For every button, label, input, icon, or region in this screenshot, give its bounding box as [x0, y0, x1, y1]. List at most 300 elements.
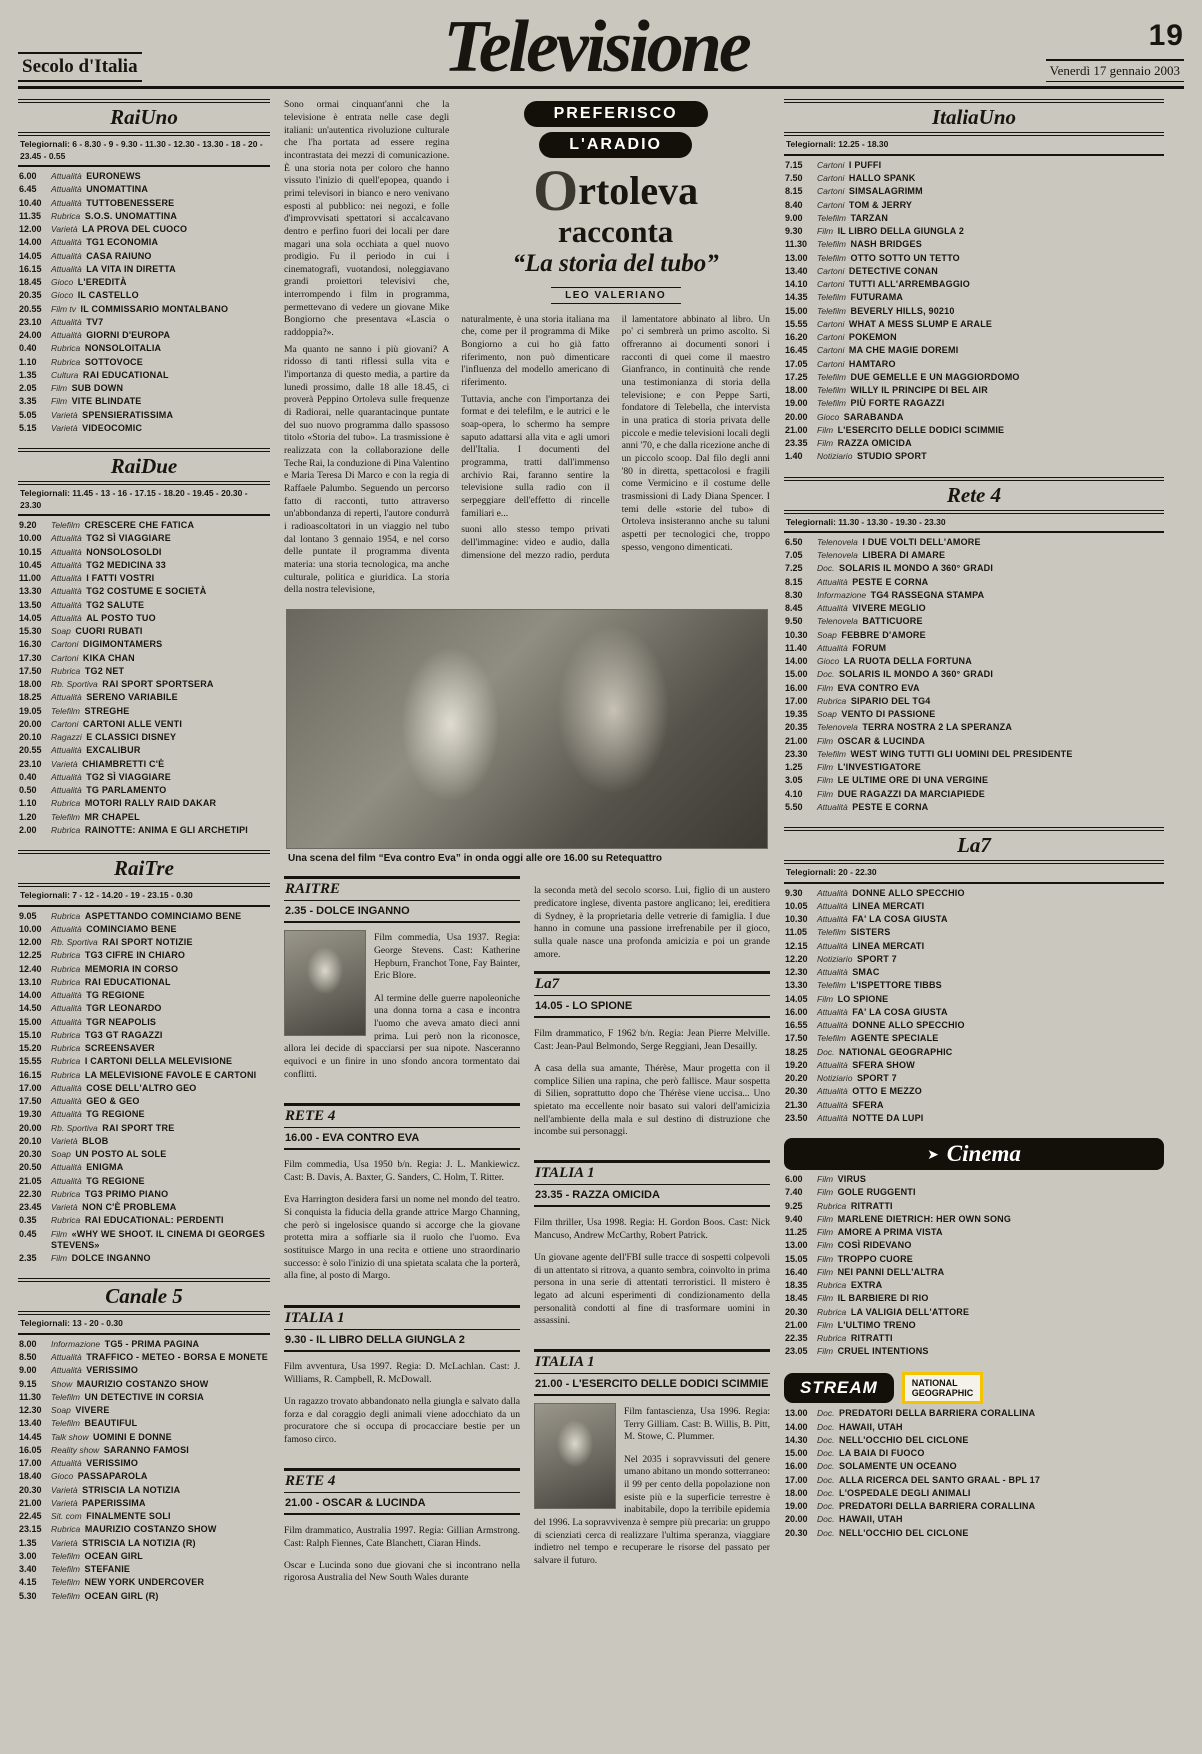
listing-genre: Telefilm [51, 520, 80, 531]
listing-genre: Telefilm [817, 371, 846, 382]
listing-genre: Varietà [51, 1135, 78, 1146]
listing-row [785, 1501, 1163, 1512]
listing-entry [51, 547, 162, 558]
listing-time: 12.40 [19, 963, 42, 974]
listing-title: ASPETTANDO COMINCIAMO BENE [84, 910, 242, 921]
listing-entry [817, 888, 965, 899]
review-channel: La7 [534, 971, 770, 996]
listing-entry [817, 266, 938, 277]
listing-row [19, 396, 269, 407]
listing-row [19, 950, 269, 961]
listing-title: ALLA RICERCA DEL SANTO GRAAL - BPL 17 [839, 1474, 1041, 1485]
listing-row [19, 1070, 269, 1081]
listing-row [19, 1524, 269, 1535]
listing-row [785, 980, 1163, 991]
listing-title: NELL'OCCHIO DEL CICLONE [839, 1434, 969, 1445]
listing-genre: Reality show [51, 1444, 100, 1455]
listing-genre: Doc. [817, 1501, 835, 1512]
listing-row [19, 1591, 269, 1602]
listing-entry [51, 304, 228, 315]
listing-time: 10.05 [785, 900, 808, 911]
listing-genre: Attualità [817, 642, 848, 653]
listing-entry [51, 937, 193, 948]
listing-title: VIDEOCOMIC [82, 422, 143, 433]
listing-row [19, 964, 269, 975]
listing-time: 1.40 [785, 451, 803, 462]
listing-title: HAWAII, UTAH [839, 1421, 903, 1432]
article-paragraph: Sono ormai cinquant'anni che la televisione è entrata nelle case degli italiani: un'autentica rivoluzione culturale che l'ha portata ad essere regina incontrastata dei mezzi di comunicazione. È una storia nota per coloro che hanno vissuto l'inizio di quell'epopea, quando i primi televisori in bianco e nero venivano esposti al pubblico: nei negozi, e folle d'improvvisati spettatori si accalcavano dentro e perfino fuori dei locali per dare magari una sola occhiata a quel nuovo prodigio. Fu il periodo in cui i cinematografi, vuotandosi, noleggiavano grandi proiettori televisivi che, interrompendo i film in programma, permettevano di vedere un giovane Mike Bongiorno che presentava «Lascia o raddoppia?». [284, 99, 450, 339]
listing-entry [51, 520, 194, 531]
listing-time: 11.30 [19, 1391, 42, 1402]
listing-time: 23.35 [785, 438, 808, 449]
listing-entry [817, 1174, 866, 1185]
listing-title: TUTTI ALL'ARREMBAGGIO [848, 279, 970, 290]
listing-row [19, 1392, 269, 1403]
review-credits: Film drammatico, F 1962 b/n. Regia: Jean Pierre Melville. Cast: Jean-Paul Belmondo, Serge Reggiani, Jean Desailly. [534, 1028, 770, 1052]
listing-row [785, 630, 1163, 641]
listing-entry [817, 213, 888, 224]
listing-row [785, 253, 1163, 264]
listing-time: 9.00 [19, 1365, 37, 1376]
listing-genre: Cartoni [817, 265, 845, 276]
listing-genre: Doc. [817, 1434, 835, 1445]
listing-genre: Telenovela [817, 536, 858, 547]
listing-time: 17.00 [19, 1458, 42, 1469]
listing-time: 12.20 [785, 953, 808, 964]
review-photo [284, 930, 366, 1036]
listing-genre: Doc. [817, 1474, 835, 1485]
listing-time: 20.30 [785, 1086, 808, 1097]
listing-genre: Attualità [51, 612, 82, 623]
listing-entry [817, 1100, 884, 1111]
listing-genre: Rubrica [51, 824, 81, 835]
film-review [284, 1103, 520, 1293]
article-columns-2-3 [461, 314, 770, 562]
listing-entry [51, 1392, 204, 1403]
listing-time: 12.30 [785, 967, 808, 978]
listing-genre: Informazione [817, 589, 867, 600]
listing-genre: Soap [51, 1405, 71, 1416]
listing-row [19, 330, 269, 341]
kicker-bottom: L'ARADIO [539, 132, 692, 158]
listing-row [19, 977, 269, 988]
listing-time: 21.00 [19, 1497, 42, 1508]
listing-row [785, 319, 1163, 330]
listing-title: TARZAN [850, 212, 889, 223]
headline-line-1 [461, 158, 770, 224]
listing-entry [51, 1253, 151, 1264]
listing-row [19, 1003, 269, 1014]
listing-genre: Notiziario [817, 953, 853, 964]
listing-row [19, 1551, 269, 1562]
listing-time: 11.30 [785, 239, 808, 250]
listing-row [19, 1418, 269, 1429]
listing-row [19, 370, 269, 381]
cinema-section [784, 1138, 1164, 1358]
listing-genre: Attualità [817, 1059, 848, 1070]
listing-entry [51, 560, 166, 571]
listing-title: OTTO E MEZZO [852, 1086, 922, 1097]
listing-genre: Rubrica [51, 343, 81, 354]
listing-time: 14.00 [785, 1421, 808, 1432]
listing-row [785, 901, 1163, 912]
listing-row [19, 1215, 269, 1226]
listing-title: LINEA MERCATI [852, 900, 925, 911]
listing-genre: Rubrica [51, 356, 81, 367]
listing-genre: Rubrica [817, 1333, 847, 1344]
listing-entry [817, 359, 896, 370]
listing-entry [51, 1229, 269, 1252]
channel-logo: RaiUno [18, 99, 270, 136]
listing-time: 20.10 [19, 732, 42, 743]
film-review [284, 876, 520, 1091]
listing-time: 5.05 [19, 409, 37, 420]
listing-title: NELL'OCCHIO DEL CICLONE [839, 1527, 969, 1538]
listing-title: UOMINI E DONNE [93, 1431, 172, 1442]
listing-row [785, 372, 1163, 383]
listing-title: VERISSIMO [86, 1458, 139, 1469]
review-channel: ITALIA 1 [284, 1305, 520, 1330]
listing-row [19, 1445, 269, 1456]
listing-time: 0.35 [19, 1215, 37, 1226]
headline-rest: rtoleva [578, 168, 699, 214]
listing-genre: Cartoni [817, 318, 845, 329]
listing-genre: Doc. [817, 1487, 835, 1498]
listing-genre: Attualità [51, 237, 82, 248]
listing-row [19, 1202, 269, 1213]
listing-title: SERENO VARIABILE [86, 692, 178, 703]
listing-genre: Attualità [817, 1020, 848, 1031]
listing-time: 16.15 [19, 1069, 42, 1080]
listing-entry [51, 977, 171, 988]
film-review [284, 1468, 520, 1594]
listing-genre: Cartoni [817, 358, 845, 369]
listing-entry [817, 802, 928, 813]
listing-genre: Show [51, 1378, 73, 1389]
listing-genre: Cartoni [817, 173, 845, 184]
listing-genre: Rubrica [51, 976, 81, 987]
listing-row [785, 590, 1163, 601]
listing-time: 14.05 [785, 993, 808, 1004]
listing-time: 20.30 [785, 1306, 808, 1317]
listing-title: TG REGIONE [86, 990, 145, 1001]
listing-entry [817, 709, 935, 720]
listing-genre: Film tv [51, 303, 77, 314]
listing-time: 17.50 [785, 1033, 808, 1044]
listing-title: I DUE VOLTI DELL'AMORE [862, 536, 981, 547]
listing-title: GOLE RUGGENTI [837, 1187, 916, 1198]
listing-title: PASSAPAROLA [77, 1471, 148, 1482]
listing-time: 16.55 [785, 1020, 808, 1031]
listing-row [785, 683, 1163, 694]
listing-title: CHIAMBRETTI C'È [82, 758, 165, 769]
listing-title: TG2 NET [84, 665, 125, 676]
listing-row [19, 692, 269, 703]
listing-title: TG PARLAMENTO [86, 785, 167, 796]
listing-time: 14.45 [19, 1431, 42, 1442]
listing-entry [51, 1458, 138, 1469]
listing-time: 14.10 [785, 279, 808, 290]
listing-genre: Cartoni [817, 345, 845, 356]
listing-entry [817, 1514, 903, 1525]
listing-entry [51, 613, 156, 624]
listing-entry [51, 1339, 199, 1350]
listing-time: 21.05 [19, 1175, 42, 1186]
listing-title: BEAUTIFUL [84, 1418, 138, 1429]
listing-time: 16.20 [785, 332, 808, 343]
listing-row [785, 385, 1163, 396]
listing-entry [51, 1418, 137, 1429]
listing-title: ENIGMA [86, 1162, 124, 1173]
listing-genre: Soap [817, 709, 837, 720]
listing-genre: Attualità [51, 1162, 82, 1173]
listing-title: L'ISPETTORE TIBBS [850, 980, 942, 991]
listing-entry [51, 1017, 156, 1028]
listing-title: AGENTE SPECIALE [850, 1033, 939, 1044]
listing-row [19, 357, 269, 368]
listing-genre: Attualità [817, 576, 848, 587]
listing-row [19, 1136, 269, 1147]
listing-genre: Film [817, 1174, 834, 1185]
listing-entry [51, 237, 158, 248]
listing-time: 23.30 [785, 748, 808, 759]
listing-genre: Gioco [817, 656, 840, 667]
stream-logo: STREAM [784, 1373, 894, 1403]
listing-time: 15.00 [785, 1448, 808, 1459]
listing-title: WEST WING TUTTI GLI UOMINI DEL PRESIDENTE [850, 748, 1073, 759]
listing-title: TRAFFICO - METEO - BORSA E MONETE [86, 1352, 268, 1363]
listing-entry [51, 1524, 217, 1535]
listing-entry [817, 775, 988, 786]
article-byline: LEO VALERIANO [551, 287, 681, 304]
listing-row [785, 1408, 1163, 1419]
listing-row [785, 1307, 1163, 1318]
listing-row [19, 1229, 269, 1252]
listing-time: 16.45 [785, 345, 808, 356]
listing-time: 3.35 [19, 396, 37, 407]
listing-row [19, 211, 269, 222]
listing-title: L'INVESTIGATORE [837, 762, 921, 773]
listing-entry [51, 1030, 163, 1041]
listing-title: SARANNO FAMOSI [103, 1444, 190, 1455]
listing-genre: Cartoni [817, 279, 845, 290]
review-continuation: la seconda metà del secolo scorso. Lui, figlio di un austero predicatore inglese, diventa pastore anglicano; lei, ereditiera di Sydney, è la proprietaria delle vetrerie di famiglia. I due hanno in comune una passione irrefrenabile per il gioco, sulla quale nasce una profonda amicizia e poi un grande amore. [534, 885, 770, 960]
listing-time: 0.50 [19, 785, 37, 796]
cinema-arrow-icon: ➤ [927, 1145, 939, 1162]
listing-time: 12.00 [19, 224, 42, 235]
listing-genre: Rubrica [817, 1200, 847, 1211]
listing-genre: Varietà [51, 422, 78, 433]
listing-row [19, 520, 269, 531]
listing-time: 14.00 [19, 990, 42, 1001]
listing-entry [51, 343, 161, 354]
listing-genre: Rubrica [51, 963, 81, 974]
listing-entry [817, 332, 897, 343]
listing-time: 22.35 [785, 1333, 808, 1344]
listing-genre: Rubrica [51, 950, 81, 961]
listing-title: SPENSIERATISSIMA [82, 409, 174, 420]
listing-row [19, 573, 269, 584]
listing-row [785, 775, 1163, 786]
listing-time: 16.00 [785, 1461, 808, 1472]
listing-title: TG5 - PRIMA PAGINA [104, 1338, 200, 1349]
listing-genre: Gioco [51, 1471, 74, 1482]
stream-section [784, 1372, 1164, 1539]
listing-title: EVA CONTRO EVA [837, 682, 920, 693]
listing-genre: Cultura [51, 369, 79, 380]
listing-time: 20.55 [19, 303, 42, 314]
listing-row [19, 759, 269, 770]
page-number: 19 [1148, 19, 1184, 53]
listing-title: SARABANDA [843, 411, 904, 422]
stream-listings [784, 1408, 1164, 1539]
listing-time: 7.50 [785, 173, 803, 184]
kicker-pills [461, 101, 770, 158]
listing-genre: Attualità [51, 1365, 82, 1376]
listing-entry [817, 200, 912, 211]
listing-row [19, 410, 269, 421]
listing-genre: Rubrica [51, 665, 81, 676]
listing-title: HAMTARO [848, 358, 896, 369]
listing-title: DIGIMONTAMERS [82, 639, 163, 650]
listing-genre: Attualità [51, 1096, 82, 1107]
listing-title: LINEA MERCATI [852, 940, 925, 951]
listing-title: PESTE E CORNA [852, 576, 929, 587]
listing-genre: Cartoni [817, 186, 845, 197]
listing-entry [51, 396, 142, 407]
article-paragraph: naturalmente, è una storia italiana ma che, come per il programma di Mike Bongiorno a cui ho già fatto riferimento, non può dimenticare l'influenza del modello americano di riferimento. [461, 313, 610, 389]
listing-title: RITRATTI [850, 1200, 893, 1211]
listing-time: 13.00 [785, 252, 808, 263]
listing-title: STUDIO SPORT [856, 451, 927, 462]
listing-entry [51, 1003, 162, 1014]
listing-entry [817, 1346, 929, 1357]
listing-time: 1.35 [19, 369, 37, 380]
channel-section [18, 448, 270, 836]
listing-genre: Film [817, 1240, 834, 1251]
listing-entry [51, 772, 171, 783]
listing-title: SFERA SHOW [852, 1059, 915, 1070]
listing-entry [51, 251, 152, 262]
listing-row [19, 1458, 269, 1469]
channel-listings [18, 1339, 270, 1602]
listing-row [785, 1240, 1163, 1251]
listing-genre: Film [817, 1227, 834, 1238]
listing-title: TGR LEONARDO [86, 1003, 162, 1014]
listing-time: 7.25 [785, 563, 803, 574]
listing-row [19, 1352, 269, 1363]
channel-listings [784, 160, 1164, 463]
listing-time: 11.40 [785, 642, 808, 653]
listing-row [785, 226, 1163, 237]
listing-genre: Rubrica [51, 1056, 81, 1067]
listing-time: 12.25 [19, 950, 42, 961]
listing-entry [51, 357, 143, 368]
listing-time: 17.00 [785, 1474, 808, 1485]
review-credits: Film drammatico, Australia 1997. Regia: Gillian Armstrong. Cast: Ralph Fiennes, Cate Blanchett, Ciaran Hinds. [284, 1524, 520, 1549]
listing-entry [51, 277, 127, 288]
listing-time: 9.15 [19, 1378, 37, 1389]
kicker-top: PREFERISCO [524, 101, 708, 127]
photo-caption: Una scena del film “Eva contro Eva” in onda oggi alle ore 16.00 su Retequattro [288, 852, 662, 864]
listing-title: TUTTOBENESSERE [86, 197, 175, 208]
listing-row [19, 533, 269, 544]
review-credits: Film thriller, Usa 1998. Regia: H. Gordon Boos. Cast: Nick Mancuso, Andrew McCarthy, Robert Patrick. [534, 1217, 770, 1241]
listing-time: 19.35 [785, 709, 808, 720]
listing-entry [51, 785, 167, 796]
listing-entry [817, 994, 888, 1005]
listing-genre: Telefilm [51, 1564, 80, 1575]
review-body: A casa della sua amante, Thérèse, Maur progetta con il complice Silien una rapina, che però fallisce. Maur sospetta di Silien, soprattutto dopo che Thérèse viene uccisa... Uno spietato ma eccellente noir basato sui valori dell'amicizia nell'ambiente della mala e sul destino di distruzione che incombe sui personaggi. [534, 1062, 770, 1138]
telegiornali-line: Telegiornali: 20 - 22.30 [784, 864, 1164, 883]
channel-logo: Rete 4 [784, 477, 1164, 514]
telegiornali-line: Telegiornali: 6 - 8.30 - 9 - 9.30 - 11.30 - 12.30 - 13.30 - 18 - 20 - 23.45 - 0.55 [18, 136, 270, 167]
listing-time: 1.35 [19, 1537, 37, 1548]
listing-genre: Doc. [817, 669, 835, 680]
listing-entry [817, 590, 984, 601]
listing-time: 13.40 [785, 265, 808, 276]
listing-genre: Attualità [817, 801, 848, 812]
listing-genre: Doc. [817, 1448, 835, 1459]
listing-genre: Film [51, 1228, 68, 1239]
listing-entry [51, 924, 177, 935]
listing-title: «WHY WE SHOOT. IL CINEMA DI GEORGES STEVENS» [51, 1228, 265, 1250]
listing-genre: Film [817, 1213, 834, 1224]
listing-entry [51, 692, 178, 703]
listing-title: CARTONI ALLE VENTI [82, 718, 183, 729]
right-channels [784, 99, 1164, 1124]
listing-title: L'ULTIMO TRENO [837, 1319, 916, 1330]
listing-row [785, 412, 1163, 423]
listing-genre: Varietà [51, 1497, 78, 1508]
listing-time: 4.15 [19, 1577, 37, 1588]
listing-title: NONSOLOITALIA [84, 343, 162, 354]
listing-genre: Varietà [51, 409, 78, 420]
listing-entry [817, 1267, 944, 1278]
listing-genre: Cartoni [51, 639, 79, 650]
telegiornali-line: Telegiornali: 13 - 20 - 0.30 [18, 1315, 270, 1334]
listing-title: COMINCIAMO BENE [86, 923, 177, 934]
listing-time: 17.00 [19, 1082, 42, 1093]
listing-genre: Doc. [817, 1461, 835, 1472]
listing-genre: Rubrica [51, 1215, 81, 1226]
listing-time: 13.50 [19, 599, 42, 610]
listing-genre: Film [817, 1187, 834, 1198]
listing-time: 8.15 [785, 186, 803, 197]
listing-time: 16.30 [19, 639, 42, 650]
headline-drop-initial: O [533, 158, 579, 224]
listing-genre: Attualità [51, 197, 82, 208]
listing-row [785, 1227, 1163, 1238]
review-body: Un giovane agente dell'FBI sulle tracce di sospetti colpevoli di un attentato si ritrova, a quanto sembra, coinvolto in prima persona in una serie di attentati terroristici. Il mistero è legato ad alcuni esperimenti di condizionamento della personalità condotti al fine di trasformare uomini in assassini. [534, 1251, 770, 1327]
listing-genre: Attualità [51, 316, 82, 327]
listing-genre: Soap [51, 626, 71, 637]
listing-title: TROPPO CUORE [837, 1253, 913, 1264]
listing-genre: Film [817, 1253, 834, 1264]
listing-genre: Gioco [817, 411, 840, 422]
listing-time: 13.30 [785, 980, 808, 991]
listing-genre: Soap [51, 1149, 71, 1160]
listing-title: TG2 SÌ VIAGGIARE [86, 533, 171, 544]
listing-entry [51, 1498, 146, 1509]
listing-row [19, 290, 269, 301]
listing-entry [51, 1511, 171, 1522]
review-body: Un ragazzo trovato abbandonato nella giungla e salvato dalla forza e dal coraggio degli animali viene adocchiato da un procuratore che si occupa di procacciare bestie per un famoso circo. [284, 1396, 520, 1446]
listing-entry [51, 330, 170, 341]
listing-row [785, 1280, 1163, 1291]
listing-title: SOLARIS IL MONDO A 360° GRADI [839, 669, 994, 680]
listing-entry [817, 1320, 916, 1331]
